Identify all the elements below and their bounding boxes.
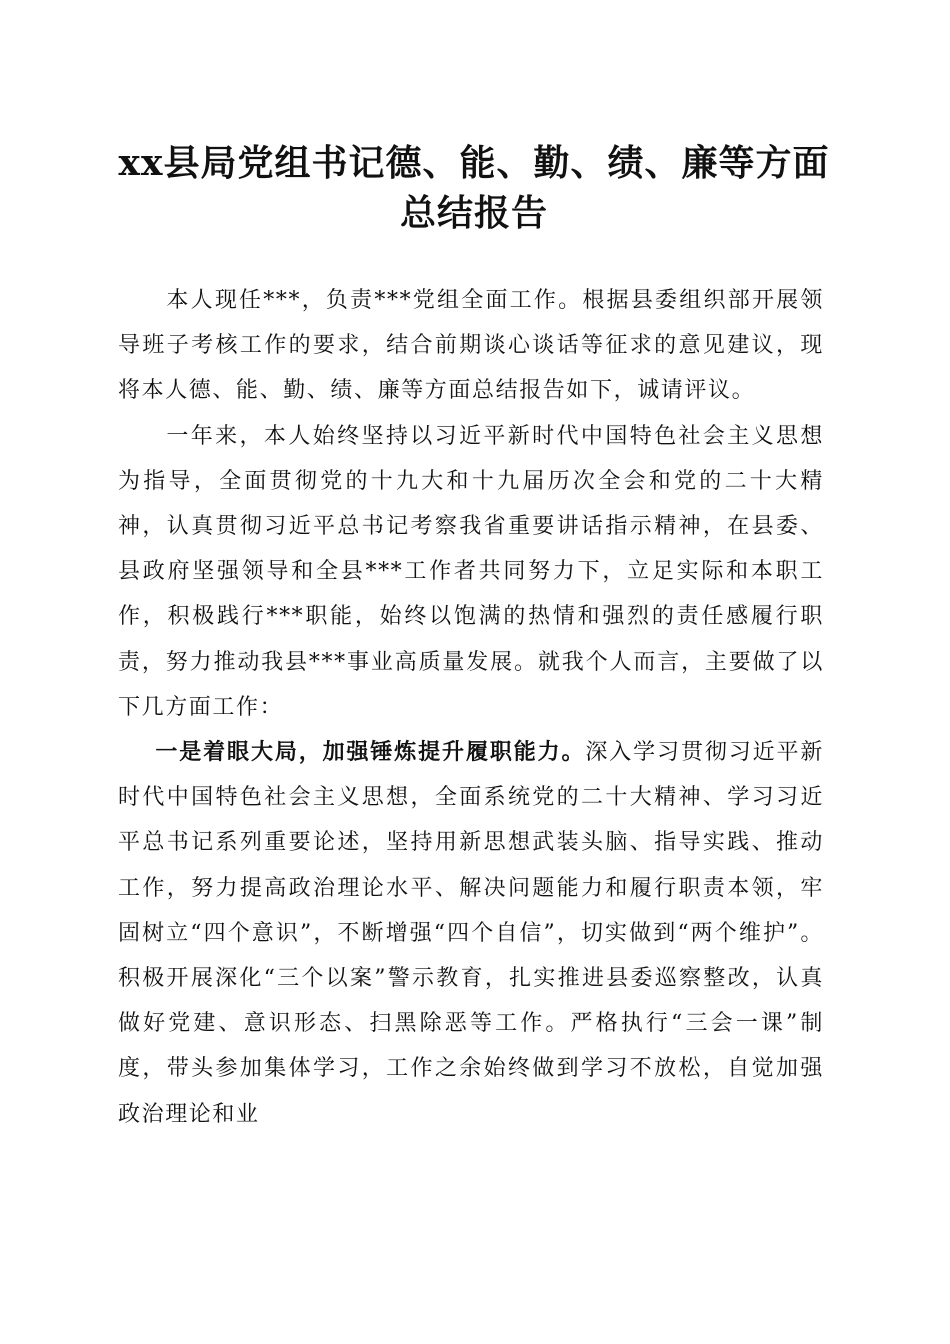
title-line-2: 总结报告 xyxy=(399,192,548,234)
title-line-1: xx县局党组书记德、能、勤、绩、廉等方面 xyxy=(118,142,830,184)
section-one-heading: 一是着眼大局，加强锤炼提升履职能力。 xyxy=(155,739,586,766)
paragraph-overview: 一年来，本人始终坚持以习近平新时代中国特色社会主义思想为指导，全面贯彻党的十九大和十九届历次全会和党的二十大精神，认真贯彻习近平总书记考察我省重要讲话指示精神，在县委、县政府坚强领导和全县***工作者共同努力下，立足实际和本职工作，积极践行***职能，始终以饱满的热情和强烈的责任感履行职责，努力推动我县***事业高质量发展。就我个人而言，主要做了以下几方面工作： xyxy=(118,423,824,720)
paragraph-intro: 本人现任***，负责***党组全面工作。根据县委组织部开展领导班子考核工作的要求，结合前期谈心谈话等征求的意见建议，现将本人德、能、勤、绩、廉等方面总结报告如下，诚请评议。 xyxy=(118,288,824,404)
section-one-text: 深入学习贯彻习近平新时代中国特色社会主义思想，全面系统党的二十大精神、学习习近平总书记系列重要论述，坚持用新思想武装头脑、指导实践、推动工作，努力提高政治理论水平、解决问题能力和履行职责本领，牢固树立“四个意识”，不断增强“四个自信”，切实做到“两个维护”。积极开展深化“三个以案”警示教育，扎实推进县委巡察整改，认真做好党建、意识形态、扫黑除恶等工作。严格执行“三会一课”制度，带头参加集体学习，工作之余始终做到学习不放松，自觉加强政治理论和业 xyxy=(118,740,824,1127)
paragraph-section-one xyxy=(118,730,824,1137)
document-title xyxy=(118,138,830,238)
document-body xyxy=(118,278,824,1137)
